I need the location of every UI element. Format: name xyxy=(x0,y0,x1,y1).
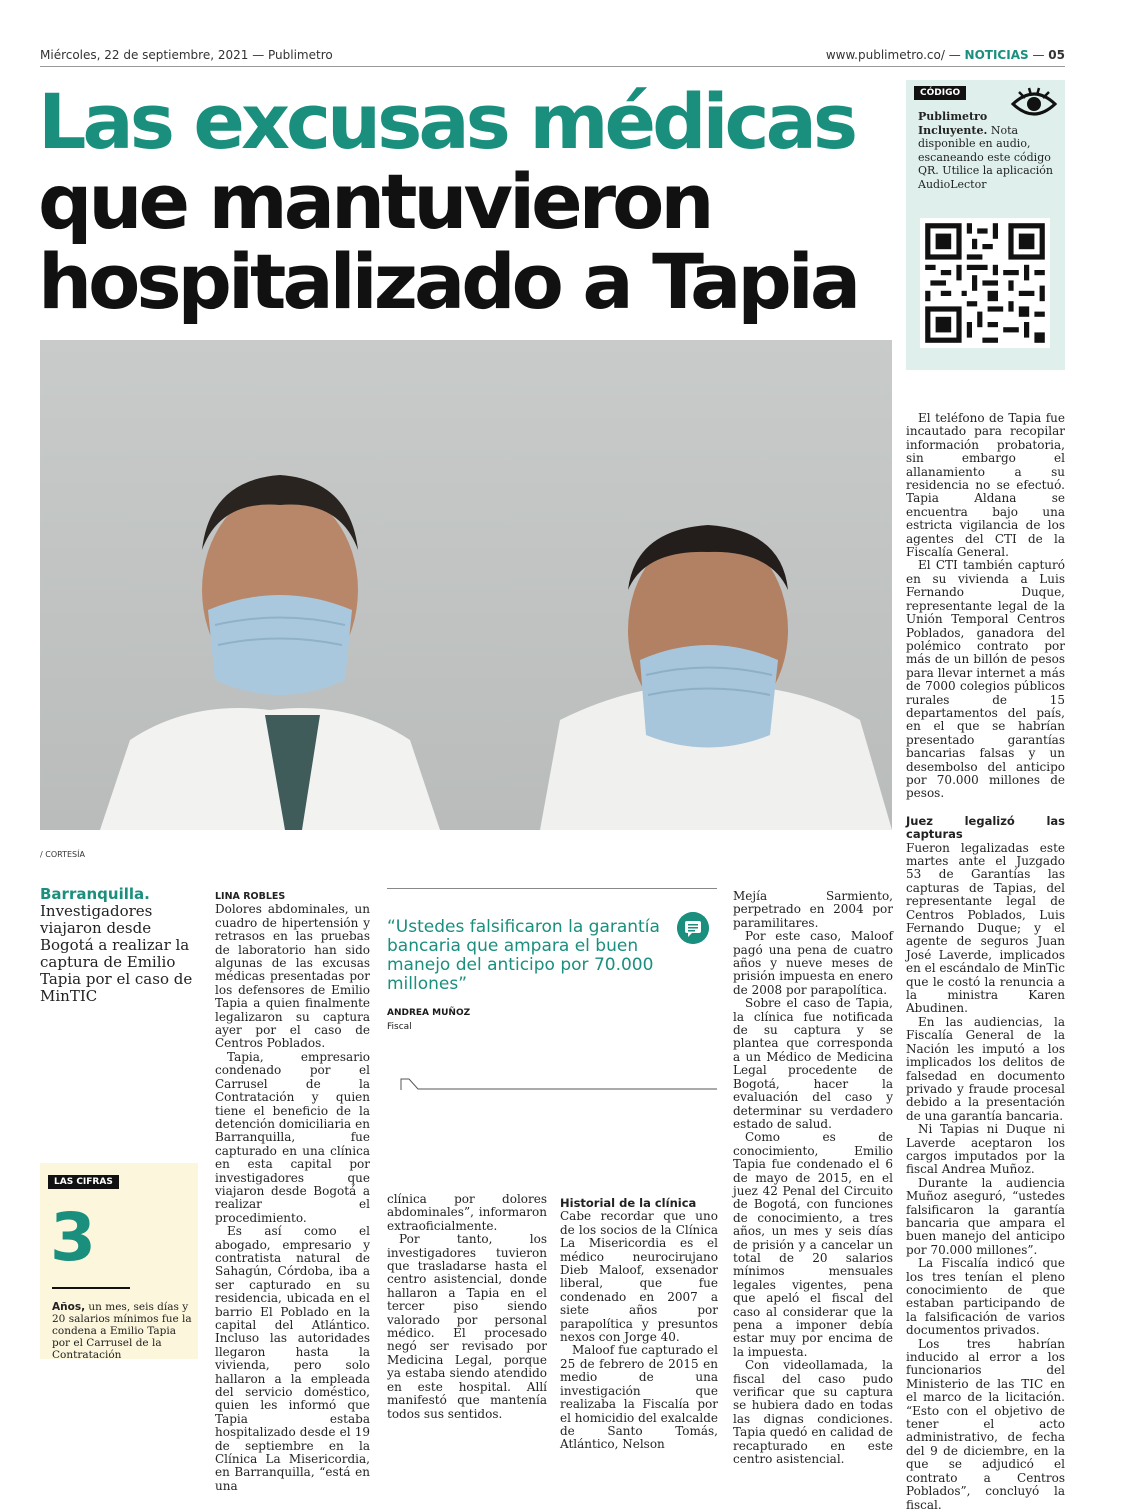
page-separator: — xyxy=(1032,48,1045,62)
quote-role: Fiscal xyxy=(387,1022,412,1032)
cifras-rule xyxy=(52,1287,130,1289)
paragraph: Durante la audiencia Muñoz aseguró, “ustedes falsificaron la garantía bancaria que ampara el buen manejo del anticipo por 70.000 millones”. xyxy=(906,1175,1065,1257)
paragraph: Maloof fue capturado el 25 de febrero de 2015 en medio de una investigación que realizaba la Fiscalía por el homicidio del exalcalde de Santo Tomás, Atlántico, Nelson xyxy=(560,1343,718,1452)
photo-two-men-masks xyxy=(40,340,892,830)
cifras-tag: LAS CIFRAS xyxy=(48,1175,119,1189)
subheading-historial: Historial de la clínica xyxy=(560,1196,697,1210)
code-tag: CÓDIGO xyxy=(914,86,966,100)
paragraph: Sobre el caso de Tapia, la clínica fue notificada de su captura y se plantea que corresponda a un Médico de Medicina Legal procedente de Bogotá, hacer la evaluación del caso y determinar su verdadero estado de salud. xyxy=(733,996,893,1131)
qr-code-box xyxy=(906,80,1065,370)
quote-top-rule xyxy=(387,888,717,889)
quote-text: “Ustedes falsificaron la garantía bancaria que ampara el buen manejo del anticipo por 70.000 millones” xyxy=(387,917,660,994)
article-column-5 xyxy=(906,412,1065,1512)
paragraph: El CTI también capturó en su vivienda a Luis Fernando Duque, representante legal de la Unión Temporal Centros Poblados, ganadora del polémico contrato por más de un billón de pesos para llevar internet a más de 7000 colegios públicos rurales de 15 departamentos del país, en el que se habrían presentado garantías bancarias falsas y un desembolso del anticipo por 70.000 millones de pesos. xyxy=(906,558,1065,801)
pull-quote xyxy=(387,888,717,1088)
cifras-number: 3 xyxy=(50,1199,96,1276)
article-column-4 xyxy=(733,890,893,1466)
cifras-text xyxy=(52,1301,192,1361)
quote-bottom-rule xyxy=(387,1078,717,1090)
paragraph: Dolores abdominales, un cuadro de hipertensión y retrasos en las pruebas de laboratorio han sido algunas de las excusas médicas presentadas por los defensores de Emilio Tapia a quien finalmente legalizaron su captura ayer por el caso de Centros Poblados. xyxy=(215,902,370,1051)
lead-text: Investigadores viajaron desde Bogotá a realizar la captura de Emilio Tapia por el caso de MinTIC xyxy=(40,902,193,1005)
header-right xyxy=(826,48,1065,62)
headline-line-3: hospitalizado a Tapia xyxy=(38,237,858,326)
paragraph: Es así como el abogado, empresario y contratista natural de Sahagún, Córdoba, iba a ser capturado en su residencia, ubicada en el barrio El Poblado en la capital del Atlántico. Incluso las autoridades llegaron hasta la vivienda, pero solo hallaron a la empleada del servicio doméstico, quien les informó que Tapia estaba hospitalizado desde el 19 de septiembre en la Clínica La Misericordia, en Barranquilla, “está en una xyxy=(215,1224,370,1493)
article-column-1 xyxy=(215,890,370,1493)
paragraph: En las audiencias, la Fiscalía General de la Nación les imputó a los implicados los delitos de falsedad en documento privado y fraude procesal debido a la presentación de una garantía bancaria. xyxy=(906,1014,1065,1123)
paragraph: Como es de conocimiento, Emilio Tapia fue condenado el 6 de mayo de 2015, en el juez 42 Penal del Circuito de Bogotá, con funciones de conocimiento, a tres años, un mes y seis días de prisión y a cancelar un total de 20 salarios mínimos mensuales legales vigentes, pena que apeló el fiscal del caso al considerar que la pena a imponer debía estar muy por encima de la impuesta. xyxy=(733,1130,893,1359)
cifras-box xyxy=(40,1163,198,1359)
paragraph: Tapia, empresario condenado por el Carrusel de la Contratación y quien tiene el beneficio de la detención domiciliaria en Barranquilla, fue capturado en una clínica en esta capital por investigadores que viajaron desde Bogotá a realizar el procedimiento. xyxy=(215,1049,370,1225)
qr-pattern xyxy=(920,218,1050,348)
article-photo xyxy=(40,340,892,830)
byline: LINA ROBLES xyxy=(215,891,286,902)
photo-credit: / CORTESÍA xyxy=(40,850,85,859)
header-rule xyxy=(40,66,1065,67)
code-description xyxy=(918,110,1058,191)
paragraph: Por este caso, Maloof pagó una pena de cuatro años y nueve meses de prisión impuesta en enero de 2008 por parapolítica. xyxy=(733,929,893,997)
page-number: 05 xyxy=(1048,48,1065,62)
cifras-body: un mes, seis días y 20 salarios mínimos fue la condena a Emilio Tapia por el Carrusel de la Contratación xyxy=(52,1301,192,1361)
site-url[interactable]: www.publimetro.co/ — xyxy=(825,48,961,62)
speech-bubble-icon xyxy=(677,912,709,944)
article-column-3 xyxy=(560,1193,718,1452)
cifras-bold: Años, xyxy=(52,1301,86,1313)
paragraph: Mejía Sarmiento, perpetrado en 2004 por paramilitares. xyxy=(733,889,893,930)
paragraph: La Fiscalía indicó que los tres tenían el pleno conocimiento de que estaban participando de la falsificación de varios documentos privados. xyxy=(906,1256,1065,1338)
page-header xyxy=(40,48,1065,68)
paragraph: El teléfono de Tapia fue incautado para recopilar información probatoria, sin embargo el allanamiento a su residencia no se efectuó. Tapia Aldana se encuentra bajo una estricta vigilancia de los agentes del CTI de la Fiscalía General. xyxy=(906,411,1065,560)
lead-city: Barranquilla. xyxy=(40,885,150,903)
paragraph: Por tanto, los investigadores tuvieron que trasladarse hasta el centro asistencial, donde hallaron a Tapia en el tercer piso siendo valorado por personal médico. El procesado negó ser revisado por Medicina Legal, porque ya estaba siendo atendido en este hospital. Allí manifestó que mantenía todos sus sentidos. xyxy=(387,1232,547,1421)
qr-code[interactable] xyxy=(920,218,1050,348)
date-line: Miércoles, 22 de septiembre, 2021 — Publimetro xyxy=(40,48,333,62)
paragraph: Ni Tapias ni Duque ni Laverde aceptaron los cargos imputados por la fiscal Andrea Muñoz. xyxy=(906,1122,1065,1177)
paragraph: Cabe recordar que uno de los socios de la Clínica La Misericordia es el médico neurocirujano Dieb Maloof, exsenador liberal, que fue condenado en 2007 a siete años por parapolítica y presuntos nexos con Jorge 40. xyxy=(560,1209,718,1345)
quote-author: ANDREA MUÑOZ xyxy=(387,1008,471,1018)
subheading-juez: Juez legalizó las capturas xyxy=(906,813,1065,842)
section-name: NOTICIAS xyxy=(964,48,1029,62)
headline xyxy=(38,77,898,326)
paragraph: Los tres habrían inducido al error a los funcionarios del Ministerio de las TIC en el marco de la licitación. “Esto con el objetivo de tener el acto administrativo, de fecha del 9 de diciembre, en la que se adjudicó el contrato a Centros Poblados”, concluyó la fiscal. xyxy=(906,1336,1065,1512)
code-body: Nota disponible en audio, escaneando este código QR. Utilice la aplicación AudioLector xyxy=(918,123,1054,191)
paragraph: Fueron legalizadas este martes ante el Juzgado 53 de Garantías las capturas de Tapias, del representante legal de Centros Poblados, Luis Fernando Duque; y el agente de seguros Juan José Laverde, implicados en el escándalo de MinTic que le costó la renuncia a la ministra Karen Abudinen. xyxy=(906,840,1065,1016)
headline-line-1: Las excusas médicas xyxy=(38,77,855,166)
paragraph: clínica por dolores abdominales”, informaron extraoficialmente. xyxy=(387,1192,547,1233)
lead-summary xyxy=(40,886,200,1005)
headline-line-2: que mantuvieron xyxy=(38,157,711,246)
paragraph: Con videollamada, la fiscal del caso pudo verificar que su captura se hubiera dado en todas las dignas condiciones. Tapia quedó en calidad de recapturado en este centro asistencial. xyxy=(733,1358,893,1467)
article-column-2 xyxy=(387,1193,547,1421)
code-title: Publimetro Incluyente. xyxy=(918,110,988,137)
